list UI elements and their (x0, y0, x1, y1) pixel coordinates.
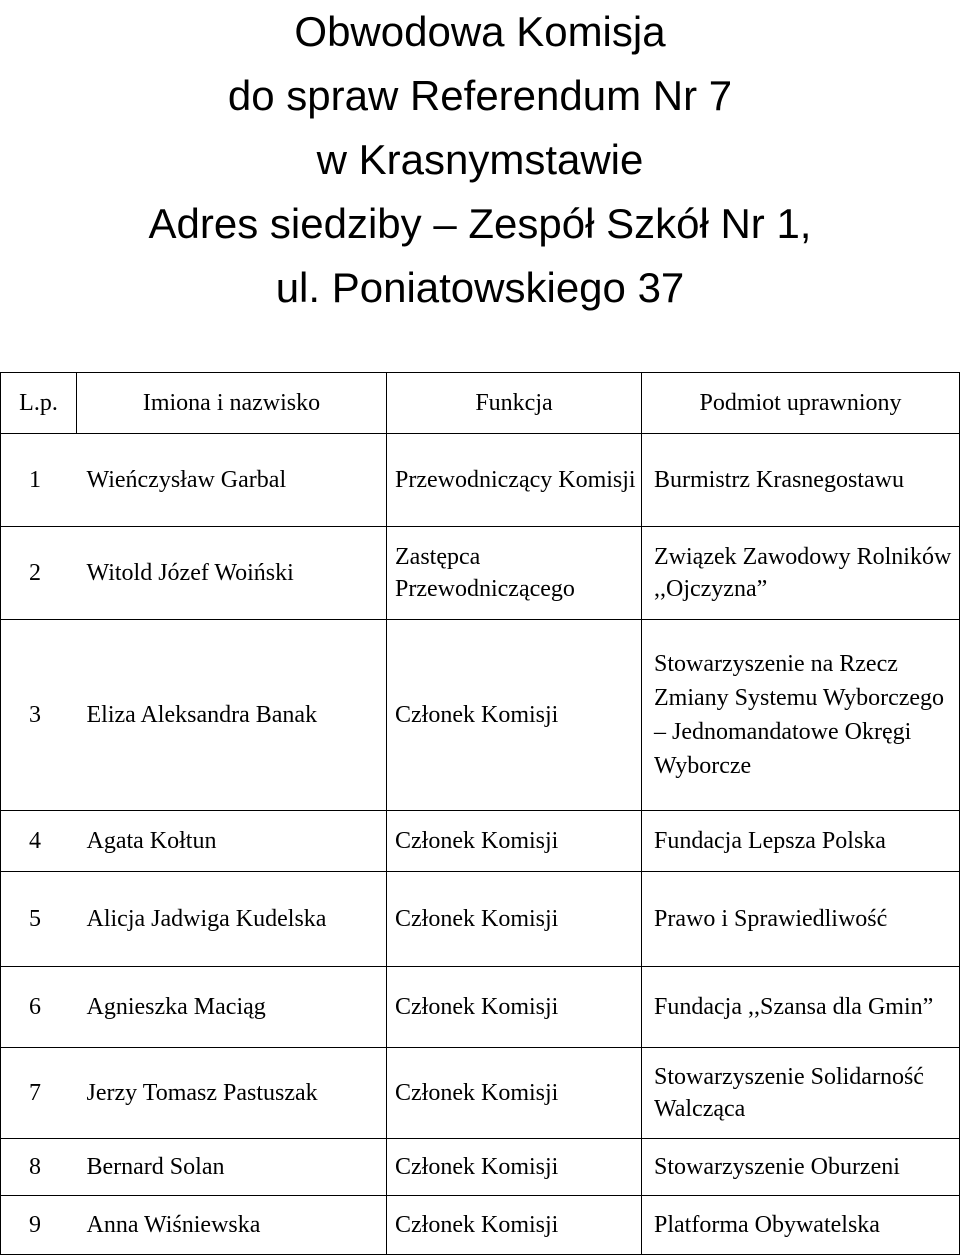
row-lp: 8 (1, 1139, 77, 1196)
title-line-1: Obwodowa Komisja (294, 8, 666, 55)
title-line-5: ul. Poniatowskiego 37 (275, 264, 685, 311)
row-name: Witold Józef Woiński (77, 527, 387, 620)
row-function: Przewodniczący Komisji (387, 434, 642, 527)
title-line-2: do spraw Referendum Nr 7 (227, 72, 733, 119)
row-name: Bernard Solan (77, 1139, 387, 1196)
row-lp: 4 (1, 811, 77, 872)
row-lp: 6 (1, 967, 77, 1048)
row-entity: Burmistrz Krasnegostawu (642, 434, 960, 527)
table-row (1, 527, 960, 620)
row-name: Wieńczysław Garbal (77, 434, 387, 527)
row-entity: Stowarzyszenie Oburzeni (642, 1139, 960, 1196)
row-lp: 3 (1, 620, 77, 811)
table-row (1, 1048, 960, 1139)
title-line-4: Adres siedziby – Zespół Szkół Nr 1, (148, 200, 812, 247)
header-lp: L.p. (1, 373, 77, 434)
table-row (1, 872, 960, 967)
row-name: Anna Wiśniewska (77, 1196, 387, 1255)
table-row (1, 620, 960, 811)
header-function: Funkcja (387, 373, 642, 434)
row-entity: Platforma Obywatelska (642, 1196, 960, 1255)
row-lp: 5 (1, 872, 77, 967)
document-title (0, 0, 960, 320)
row-function: Członek Komisji (387, 872, 642, 967)
row-function: Członek Komisji (387, 1048, 642, 1139)
row-lp: 7 (1, 1048, 77, 1139)
row-function: Członek Komisji (387, 620, 642, 811)
row-entity: Związek Zawodowy Rolników ,,Ojczyzna” (642, 527, 960, 620)
table-row (1, 434, 960, 527)
row-name: Jerzy Tomasz Pastuszak (77, 1048, 387, 1139)
table-row (1, 967, 960, 1048)
row-function: Członek Komisji (387, 1139, 642, 1196)
row-entity: Stowarzyszenie Solidarność Walcząca (642, 1048, 960, 1139)
row-function: Członek Komisji (387, 811, 642, 872)
commission-members-table (0, 372, 960, 1255)
header-name: Imiona i nazwisko (77, 373, 387, 434)
row-function: Członek Komisji (387, 1196, 642, 1255)
row-name: Eliza Aleksandra Banak (77, 620, 387, 811)
row-entity: Fundacja Lepsza Polska (642, 811, 960, 872)
row-name: Agnieszka Maciąg (77, 967, 387, 1048)
row-name: Agata Kołtun (77, 811, 387, 872)
row-entity: Prawo i Sprawiedliwość (642, 872, 960, 967)
table-row (1, 1196, 960, 1255)
row-lp: 9 (1, 1196, 77, 1255)
table-row (1, 811, 960, 872)
row-lp: 2 (1, 527, 77, 620)
row-name: Alicja Jadwiga Kudelska (77, 872, 387, 967)
table-row (1, 1139, 960, 1196)
row-lp: 1 (1, 434, 77, 527)
title-line-3: w Krasnymstawie (316, 136, 644, 183)
row-entity: Fundacja ,,Szansa dla Gmin” (642, 967, 960, 1048)
table-header-row (1, 373, 960, 434)
header-entity: Podmiot uprawniony (642, 373, 960, 434)
row-function: Członek Komisji (387, 967, 642, 1048)
row-entity: Stowarzyszenie na Rzecz Zmiany Systemu Wyborczego – Jednomandatowe Okręgi Wyborcze (642, 620, 960, 811)
row-function: Zastępca Przewodniczącego (387, 527, 642, 620)
